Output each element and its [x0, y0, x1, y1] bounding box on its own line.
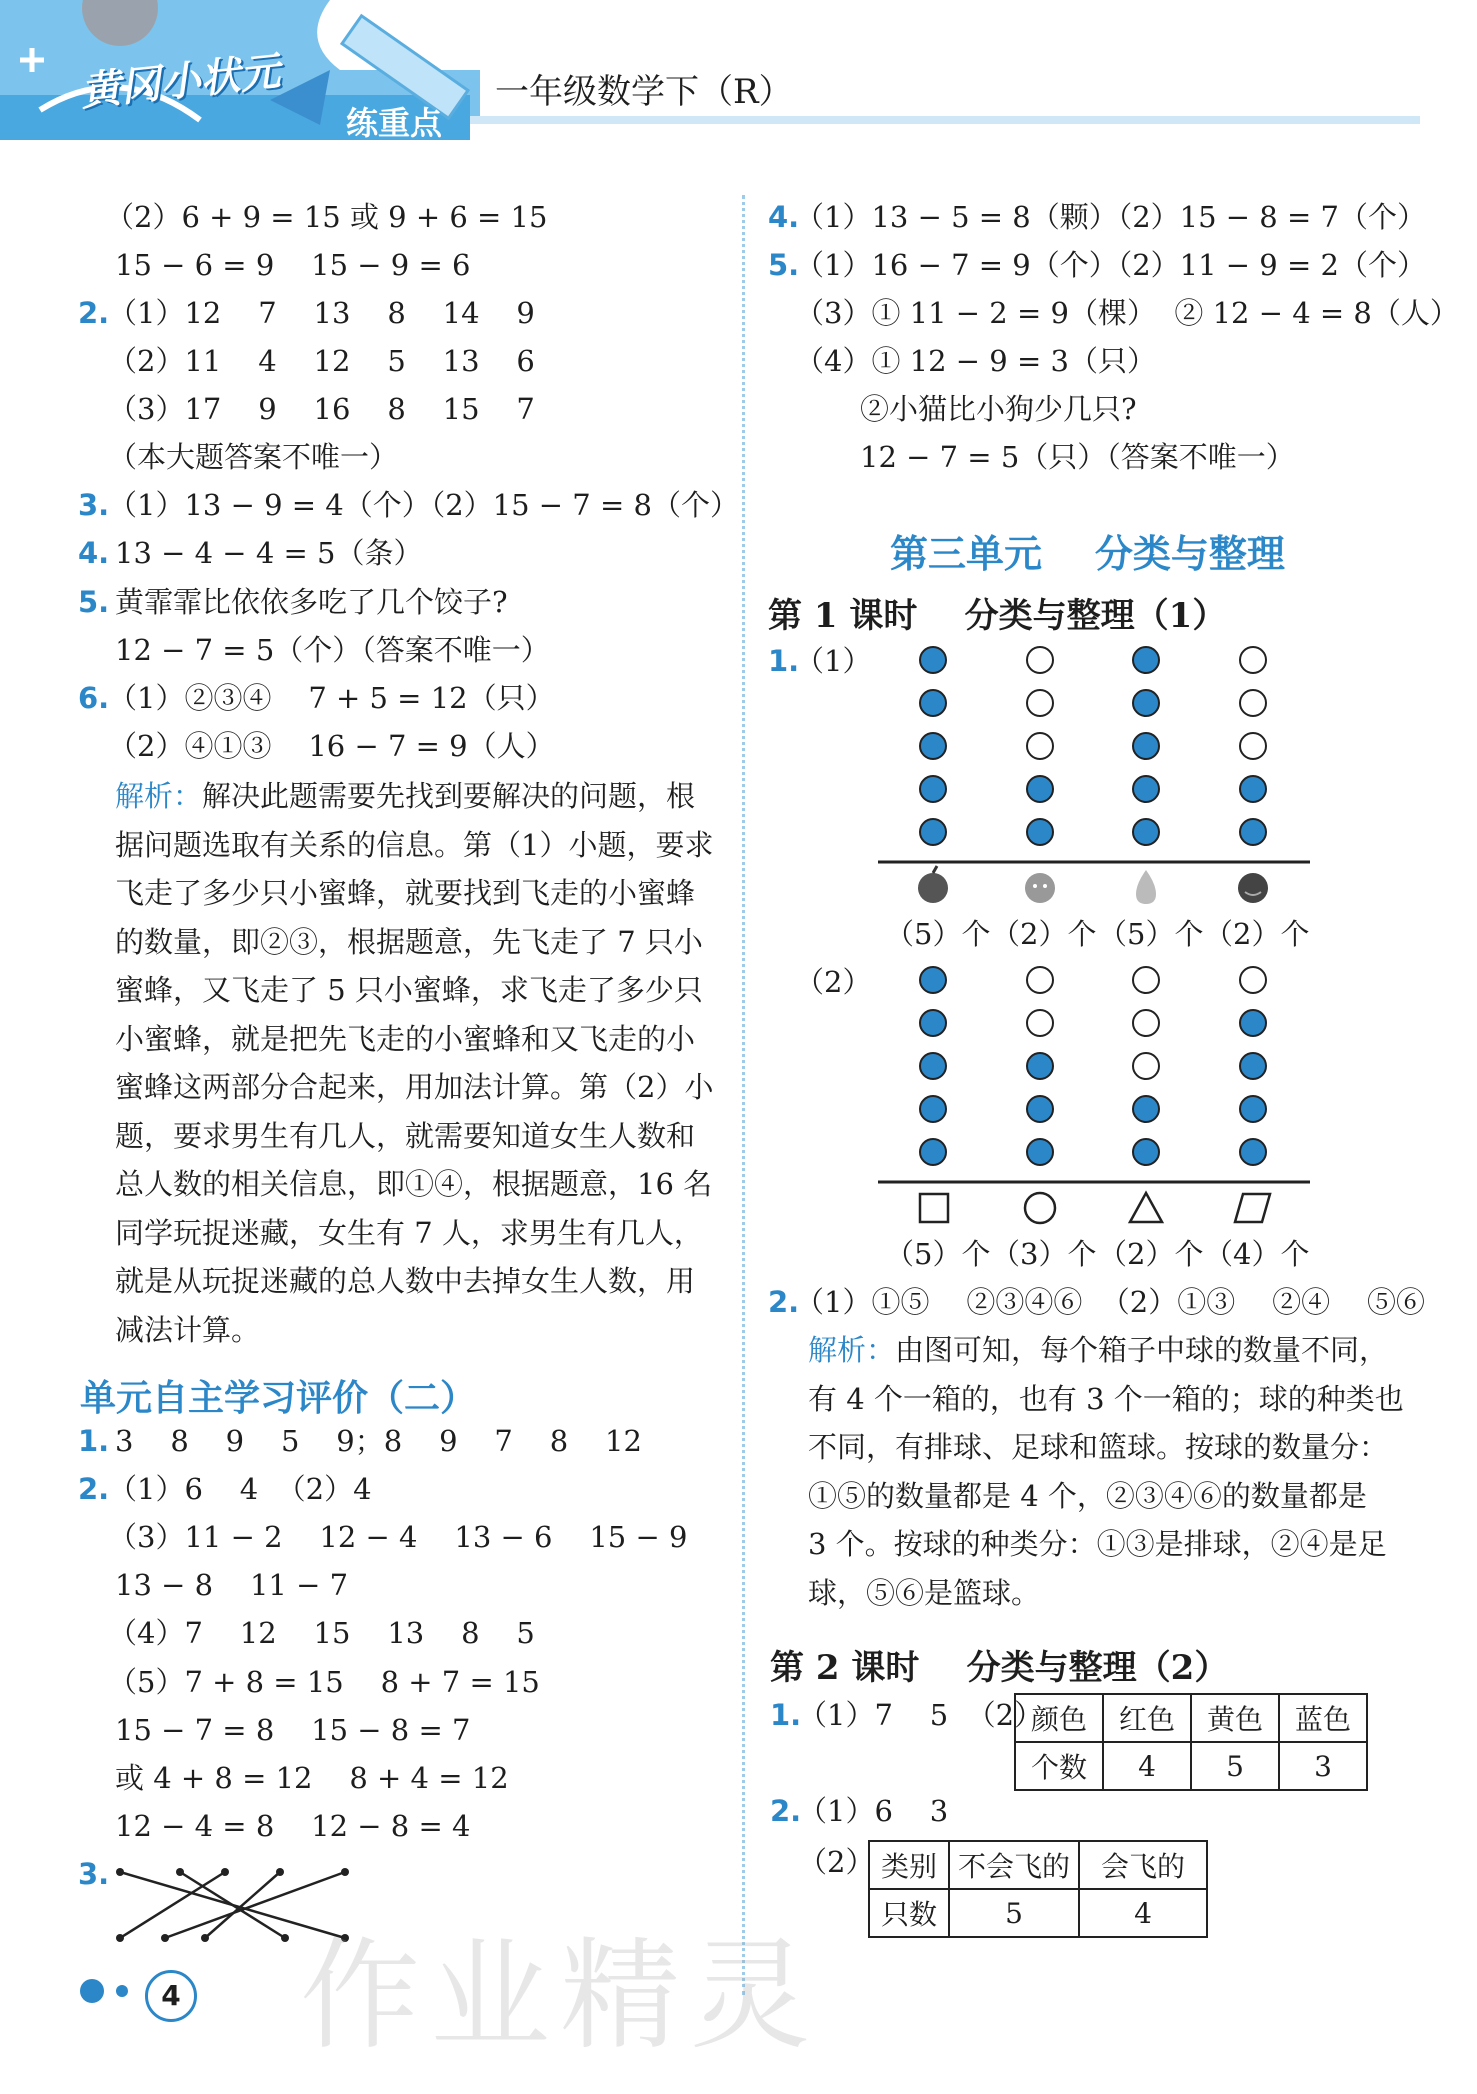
- filled-dot: [920, 1053, 946, 1079]
- filled-dot: [920, 819, 946, 845]
- part-label: （1）: [795, 644, 872, 678]
- question-number: 4.: [78, 536, 110, 570]
- filled-dot: [1027, 1053, 1053, 1079]
- count-label: （3）个: [991, 1237, 1097, 1271]
- count-label: （2）个: [1098, 1237, 1204, 1271]
- filled-dot: [1133, 733, 1159, 759]
- empty-dot: [1133, 1010, 1159, 1036]
- answer-line: 13 − 4 − 4 = 5（条）: [115, 536, 423, 570]
- empty-dot: [1027, 647, 1053, 673]
- part-label: （2）: [798, 1845, 875, 1879]
- filled-dot: [1133, 776, 1159, 802]
- count-label: （4）个: [1204, 1237, 1310, 1271]
- answer-line: （1）②③④ 7 + 5 = 12（只）: [108, 681, 555, 715]
- column-divider: [742, 195, 745, 1995]
- section-title: 单元自主学习评价（二）: [80, 1377, 477, 1419]
- answer-line: （4）7 12 15 13 8 5: [108, 1616, 535, 1650]
- dot-chart-fruits: [870, 640, 1320, 910]
- filled-dot: [1027, 1139, 1053, 1165]
- question-number: 2.: [770, 1794, 802, 1828]
- empty-dot: [1240, 690, 1266, 716]
- filled-dot: [1133, 1139, 1159, 1165]
- circle-icon: [1025, 1193, 1055, 1223]
- unit-title: 第三单元 分类与整理: [890, 531, 1285, 576]
- empty-dot: [1027, 1010, 1053, 1036]
- empty-dot: [1027, 967, 1053, 993]
- answer-line: （1）13 − 9 = 4（个）（2）15 − 7 = 8（个）: [108, 488, 739, 522]
- analysis-label: 解析：: [115, 779, 203, 813]
- question-number: 3.: [78, 1857, 110, 1891]
- answer-line: （1）①⑤ ②③④⑥ （2）①③ ②④ ⑤⑥: [795, 1285, 1425, 1319]
- answer-line: 15 − 7 = 8 15 − 8 = 7: [115, 1713, 471, 1747]
- filled-dot: [920, 690, 946, 716]
- filled-dot: [920, 647, 946, 673]
- answer-line: （3）11 − 2 12 − 4 13 − 6 15 − 9: [108, 1520, 688, 1554]
- filled-dot: [1240, 819, 1266, 845]
- filled-dot: [1240, 1053, 1266, 1079]
- answer-line: 15 − 6 = 9 15 − 9 = 6: [115, 248, 471, 282]
- filled-dot: [1027, 776, 1053, 802]
- filled-dot: [1240, 776, 1266, 802]
- filled-dot: [920, 733, 946, 759]
- answer-line: （1）6 4 （2）4: [108, 1472, 372, 1506]
- question-number: 5.: [78, 585, 110, 619]
- count-label: （5）个: [885, 917, 991, 951]
- filled-dot: [1133, 1096, 1159, 1122]
- count-label: （5）个: [885, 1237, 991, 1271]
- question-number: 1.: [768, 644, 800, 678]
- filled-dot: [1027, 819, 1053, 845]
- filled-dot: [920, 1010, 946, 1036]
- lesson-title: 第 2 课时 分类与整理（2）: [770, 1648, 1229, 1688]
- parallelogram-icon: [1235, 1194, 1270, 1222]
- brand-logo: 黄冈小状元: [78, 48, 283, 116]
- filled-dot: [920, 1139, 946, 1165]
- count-label: （5）个: [1098, 917, 1204, 951]
- filled-dot: [1240, 1139, 1266, 1165]
- empty-dot: [1133, 967, 1159, 993]
- triangle-icon: [1130, 1193, 1162, 1222]
- filled-dot: [920, 1096, 946, 1122]
- analysis-paragraph: 解析：由图可知，每个箱子中球的数量不同， 有 4 个一箱的，也有 3 个一箱的；球的种类也 不同，有排球、足球和篮球。按球的数量分： ①⑤的数量都是 4 个，②③④⑥的数量都是 3 个。按球的种类分：①③是排球，②④是足 球，⑤⑥是篮球。: [808, 1333, 1404, 1610]
- filled-dot: [1133, 819, 1159, 845]
- series-label: 练重点: [346, 104, 443, 142]
- answer-line: （1）13 − 5 = 8（颗）（2）15 − 8 = 7（个）: [795, 200, 1426, 234]
- answer-note: （本大题答案不唯一）: [108, 440, 399, 474]
- answer-line: ②小猫比小狗少几只?: [860, 392, 1137, 426]
- answer-line: （4）① 12 − 9 = 3（只）: [795, 344, 1156, 378]
- apple-icon: [918, 866, 948, 903]
- answer-line: 12 − 4 = 8 12 − 8 = 4: [115, 1809, 471, 1843]
- square-icon: [920, 1194, 948, 1222]
- answer-line: （2）11 4 12 5 13 6: [108, 344, 535, 378]
- answer-line: 13 − 8 11 − 7: [115, 1568, 349, 1602]
- analysis-label: 解析：: [808, 1333, 896, 1367]
- lesson-title: 第 1 课时 分类与整理（1）: [768, 596, 1227, 636]
- color-count-table: 颜色 红色 黄色 蓝色 个数 4 5 3: [1014, 1693, 1368, 1791]
- answer-line: （1）12 7 13 8 14 9: [108, 296, 535, 330]
- answer-line: 12 − 7 = 5（个）（答案不唯一）: [115, 633, 550, 667]
- watermelon-icon: [1238, 873, 1268, 903]
- empty-dot: [1240, 647, 1266, 673]
- part-label: （2）: [795, 965, 872, 999]
- question-number: 1.: [770, 1698, 802, 1732]
- empty-dot: [1133, 1053, 1159, 1079]
- filled-dot: [1133, 647, 1159, 673]
- animal-count-table: 类别 不会飞的 会飞的 只数 5 4: [868, 1840, 1208, 1938]
- answer-line: （2）④①③ 16 − 7 = 9（人）: [108, 729, 555, 763]
- filled-dot: [1240, 1010, 1266, 1036]
- answer-line: （5）7 + 8 = 15 8 + 7 = 15: [108, 1665, 540, 1699]
- answer-line: 或 4 + 8 = 12 8 + 4 = 12: [115, 1761, 509, 1795]
- filled-dot: [1027, 1096, 1053, 1122]
- answer-line: （1）16 − 7 = 9（个）（2）11 − 9 = 2（个）: [795, 248, 1426, 282]
- answer-line: 12 − 7 = 5（只）（答案不唯一）: [860, 440, 1295, 474]
- filled-dot: [920, 967, 946, 993]
- question-number: 6.: [78, 681, 110, 715]
- watermark: 作业精灵: [300, 1927, 820, 2066]
- count-label: （2）个: [1204, 917, 1310, 951]
- pear-icon: [1136, 870, 1156, 904]
- answer-line: （3）① 11 − 2 = 9（棵） ② 12 − 4 = 8（人）: [795, 296, 1459, 330]
- question-number: 3.: [78, 488, 110, 522]
- answer-line: （2）6 + 9 = 15 或 9 + 6 = 15: [105, 200, 548, 234]
- question-number: 2.: [78, 296, 110, 330]
- filled-dot: [1240, 1096, 1266, 1122]
- peach-icon: [1025, 873, 1055, 903]
- page-number: 4: [145, 1970, 197, 2022]
- empty-dot: [1027, 733, 1053, 759]
- count-label: （2）个: [991, 917, 1097, 951]
- page-dots: [78, 1977, 138, 2011]
- book-title: 一年级数学下（R）: [495, 72, 793, 112]
- answer-line: （3）17 9 16 8 15 7: [108, 392, 535, 426]
- answer-line: （1）7 5 （2）: [798, 1698, 1044, 1732]
- answer-line: （1）6 3: [798, 1794, 949, 1828]
- empty-dot: [1027, 690, 1053, 716]
- filled-dot: [1133, 690, 1159, 716]
- question-number: 1.: [78, 1424, 110, 1458]
- analysis-paragraph: 解析：解决此题需要先找到要解决的问题，根 据问题选取有关系的信息。第（1）小题，要求 飞走了多少只小蜜蜂，就要找到飞走的小蜜蜂 的数量，即②③，根据题意，先飞走了 7 只小 蜜蜂，又飞走了 5 只小蜜蜂，求飞走了多少只 小蜜蜂，就是把先飞走的小蜜蜂和又飞走的小 蜜蜂这两部分合起来，用加法计算。第（2）小 题，要求男生有几人，就需要知道女生人数和 总人数的相关信息，即①④，根据题意，16 名 同学玩捉迷藏，女生有 7 人，求男生有几人， 就是从玩捉迷藏的总人数中去掉女生人数，用 减法计算。: [115, 779, 714, 1347]
- dot-chart-shapes: [870, 960, 1320, 1230]
- empty-dot: [1240, 967, 1266, 993]
- answer-line: 黄霏霏比依依多吃了几个饺子?: [115, 585, 508, 619]
- empty-dot: [1240, 733, 1266, 759]
- question-number: 4.: [768, 200, 800, 234]
- question-number: 5.: [768, 248, 800, 282]
- answer-line: 3 8 9 5 9；8 9 7 8 12: [115, 1424, 642, 1458]
- question-number: 2.: [768, 1285, 800, 1319]
- question-number: 2.: [78, 1472, 110, 1506]
- filled-dot: [920, 776, 946, 802]
